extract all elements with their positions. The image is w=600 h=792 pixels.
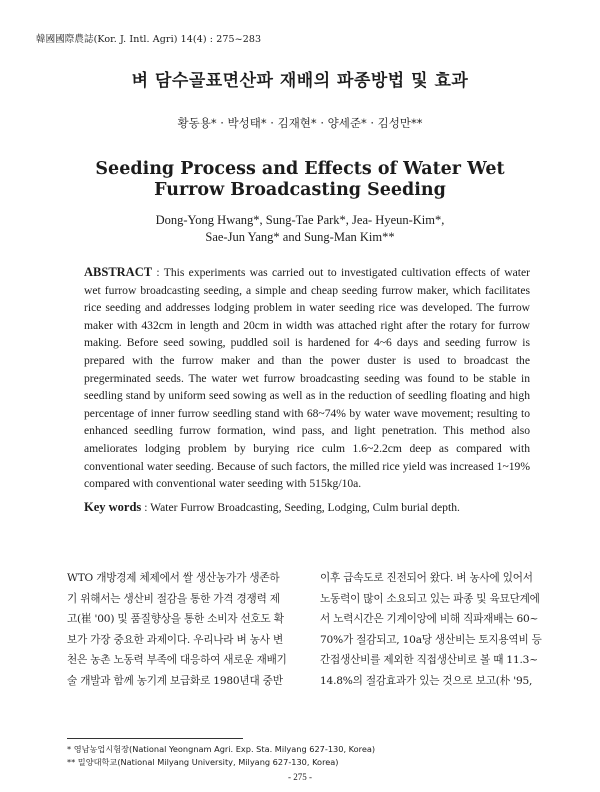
keywords-text: : Water Furrow Broadcasting, Seeding, Lodging, Culm burial depth.: [141, 501, 460, 514]
english-authors-line-1: Dong-Yong Hwang*, Sung-Tae Park*, Jea- Hyeun-Kim*,: [155, 213, 445, 227]
journal-reference: 韓國國際農誌(Kor. J. Intl. Agri) 14(4) : 275~283: [36, 34, 262, 45]
keywords: [84, 500, 530, 515]
body-line: 서 노력시간은 기계이앙에 비해 직파재배는 60~: [320, 613, 539, 626]
body-line: 노동력이 많이 소요되고 있는 파종 및 육묘단계에: [320, 592, 540, 605]
keywords-label: Key words: [84, 500, 142, 514]
page-number: - 275 -: [288, 772, 312, 782]
body-line: 이후 급속도로 진전되어 왔다. 벼 농사에 있어서: [320, 572, 533, 584]
body-line: 기 위해서는 생산비 절감을 통한 가격 경쟁력 제: [67, 592, 280, 605]
body-line: 14.8%의 절감효과가 있는 것으로 보고(朴 '95,: [320, 674, 533, 687]
footnote-affiliation-1: * 영남농업시험장(National Yeongnam Agri. Exp. Sta. Milyang 627-130, Korea): [67, 744, 376, 754]
korean-title: 벼 담수골표면산파 재배의 파종방법 및 효과: [131, 71, 469, 91]
body-left-column: [67, 568, 295, 692]
footnote-divider: [67, 738, 243, 739]
english-title-line-2: Furrow Broadcasting Seeding: [154, 180, 446, 200]
body-line: 70%가 절감되고, 10a당 생산비는 토지용역비 등: [320, 633, 542, 646]
english-authors: [0, 212, 600, 246]
abstract-text: : This experiments was carried out to investigated cultivation effects of water wet furrow broadcasting seeding, a simple and cheap seeding furrow maker, which facilitates rice seeding and addresses lodging problem in water seeding rice was developed. The furrow maker with 432cm in length and 20cm in width was attached right after the rotary for furrow making. Before seed sowing, puddled soil is hardened for 4~6 days and seeding furrow is prepared with the furrow maker and than the power duster is used to broadcast the pregerminated seeds. The water wet furrow broadcasting seeding was found to be stable in seedling stand by uniform seed sowing as well as in the reduction of seedling floating and high percentage of inner furrow seedling stand with 68~74% by water wave movement; resulting to enhanced seedling furrow formation, wind pass, and light penetration. This method also ameliorates lodging problem by burying rice culm 1.6~2.2cm deep as compared with conventional water seeding. Because of such factors, the milled rice yield was increased 1~19% compared with conventional water seeding with 515kg/10a.: [84, 266, 530, 491]
english-title: [0, 159, 600, 201]
body-line: 술 개발과 함께 농기계 보급화로 1980년대 중반: [67, 674, 283, 687]
body-line: 간접생산비를 제외한 직접생산비로 볼 때 11.3~: [320, 654, 538, 667]
body-line: 고(崔 '00) 및 품질향상을 통한 소비자 선호도 확: [67, 613, 284, 626]
body-line: 보가 가장 중요한 과제이다. 우리나라 벼 농사 변: [67, 633, 283, 646]
abstract-label: ABSTRACT: [84, 265, 153, 279]
body-line: WTO 개방경제 체제에서 쌀 생산농가가 생존하: [67, 572, 280, 584]
english-authors-line-2: Sae-Jun Yang* and Sung-Man Kim**: [205, 230, 395, 244]
footnotes: [67, 743, 547, 769]
abstract: [84, 264, 530, 493]
body-right-column: [320, 568, 548, 692]
body-line: 천은 농촌 노동력 부족에 대응하여 새로운 재배기: [67, 654, 287, 667]
english-title-line-1: Seeding Process and Effects of Water Wet: [95, 159, 505, 179]
footnote-affiliation-2: ** 밀양대학교(National Milyang University, Milyang 627-130, Korea): [67, 757, 339, 767]
korean-authors: 황동용* · 박성태* · 김재현* · 양세준* · 김성만**: [177, 116, 423, 130]
